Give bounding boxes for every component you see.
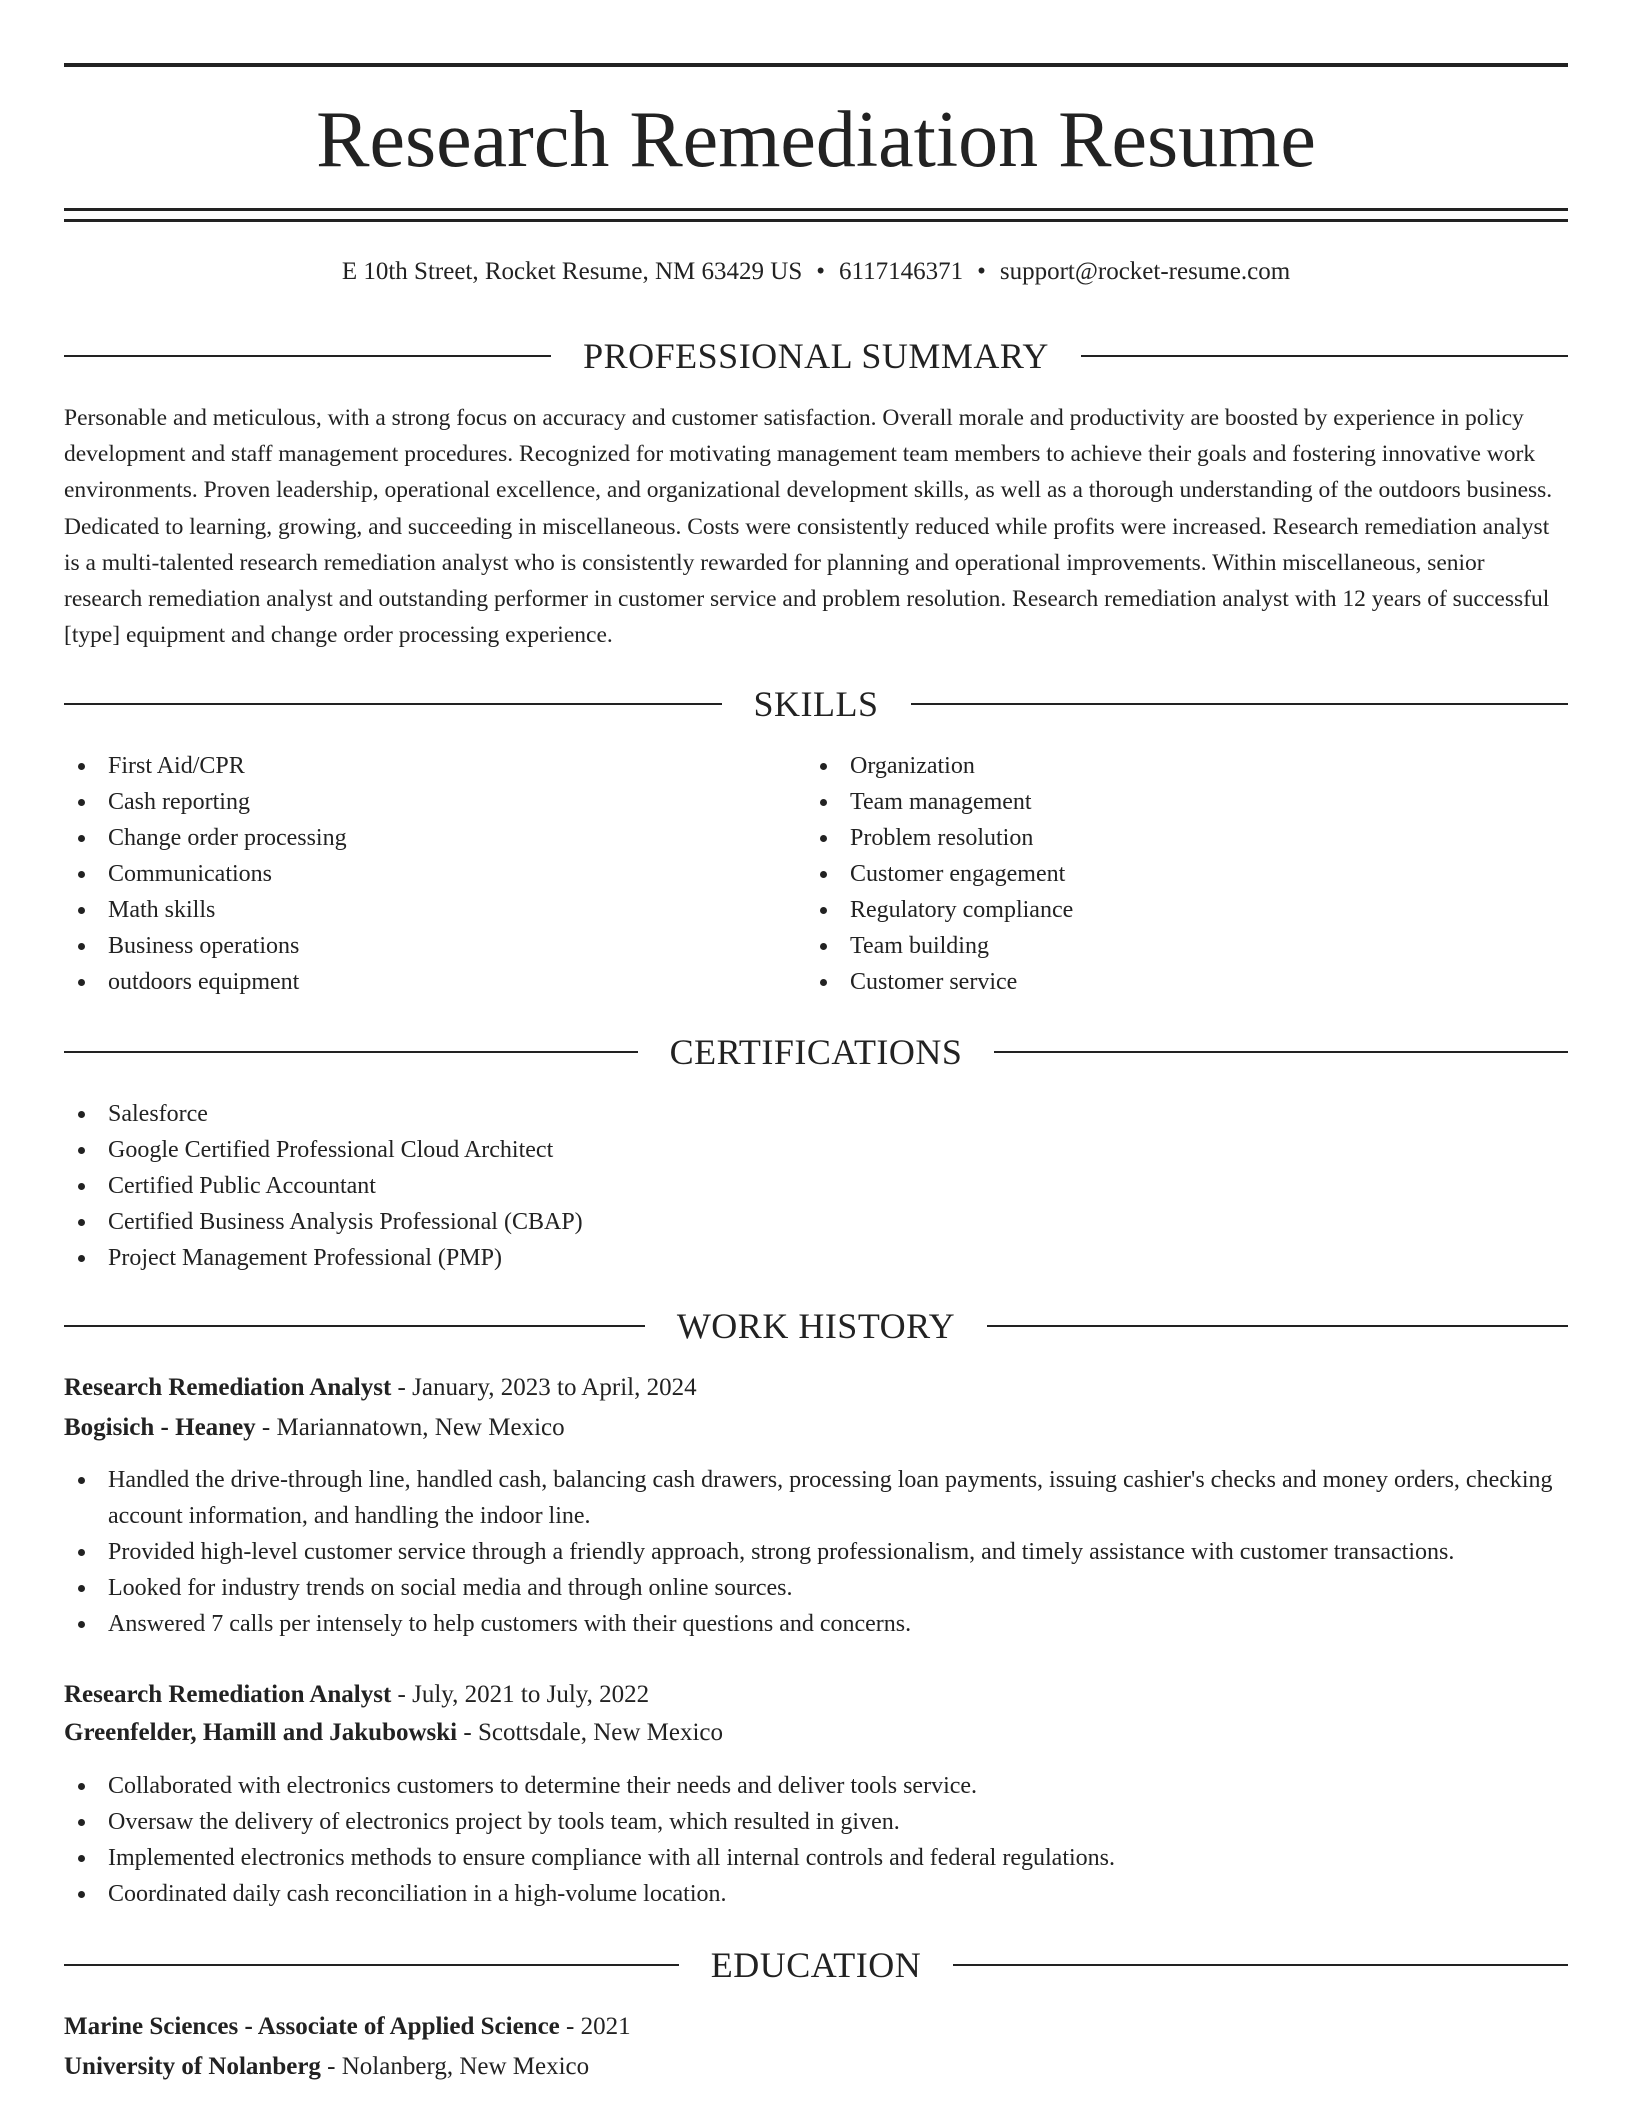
skill-item: outdoors equipment (64, 964, 764, 1000)
header-double-rule (64, 208, 1568, 222)
certification-item: Google Certified Professional Cloud Architect (64, 1132, 1568, 1168)
job-dates: - January, 2023 to April, 2024 (391, 1374, 697, 1401)
section-title-work: WORK HISTORY (676, 1306, 956, 1346)
contact-line (64, 254, 1568, 290)
heading-rule (64, 1964, 679, 1966)
skill-item: Change order processing (64, 820, 764, 856)
heading-rule (994, 1051, 1568, 1053)
skill-item: Customer engagement (806, 856, 1506, 892)
job-company: Bogisich - Heaney (64, 1414, 256, 1441)
job-bullet: Collaborated with electronics customers to determine their needs and deliver tools service. (64, 1768, 1568, 1804)
heading-rule (64, 1051, 638, 1053)
section-title-education: EDUCATION (710, 1945, 922, 1985)
job-bullet: Coordinated daily cash reconciliation in a high-volume location. (64, 1876, 1568, 1912)
job-location: - Mariannatown, New Mexico (255, 1414, 565, 1441)
section-heading-skills (64, 682, 1568, 726)
section-title-summary: PROFESSIONAL SUMMARY (583, 336, 1049, 376)
job-company-line (64, 1715, 1568, 1751)
skill-item: Business operations (64, 928, 764, 964)
heading-rule (64, 1325, 645, 1327)
heading-rule (64, 355, 551, 357)
job-bullet: Handled the drive-through line, handled cash, balancing cash drawers, processing loan payments, issuing cashier's checks and money orders, checking account information, and handling the indoor line. (64, 1462, 1568, 1534)
section-heading-work (64, 1304, 1568, 1348)
skill-item: Cash reporting (64, 784, 764, 820)
skills-list-right (806, 748, 1506, 1000)
skills-list-left (64, 748, 764, 1000)
section-title-certifications: CERTIFICATIONS (669, 1032, 963, 1072)
skill-item: Communications (64, 856, 764, 892)
section-heading-certifications (64, 1030, 1568, 1074)
heading-rule (987, 1325, 1568, 1327)
heading-rule (953, 1964, 1568, 1966)
header-top-rule (64, 63, 1568, 67)
education-school: University of Nolanberg (64, 2053, 321, 2080)
job-bullet: Looked for industry trends on social media and through online sources. (64, 1570, 1568, 1606)
skill-item: Regulatory compliance (806, 892, 1506, 928)
job-title-line (64, 1370, 1568, 1406)
education-degree-line (64, 2009, 1568, 2045)
contact-separator: • (977, 258, 986, 285)
job-dates: - July, 2021 to July, 2022 (391, 1681, 650, 1708)
certification-item: Project Management Professional (PMP) (64, 1240, 1568, 1276)
skill-item: Organization (806, 748, 1506, 784)
contact-email[interactable]: support@rocket-resume.com (999, 258, 1291, 285)
contact-separator: • (816, 258, 825, 285)
education-location: - Nolanberg, New Mexico (320, 2053, 590, 2080)
certification-item: Certified Public Accountant (64, 1168, 1568, 1204)
heading-rule (911, 703, 1569, 705)
certifications-list (64, 1096, 1568, 1276)
job-title-line (64, 1677, 1568, 1713)
job-bullet: Answered 7 calls per intensely to help customers with their questions and concerns. (64, 1606, 1568, 1642)
section-heading-summary (64, 334, 1568, 378)
contact-phone[interactable]: 6117146371 (839, 258, 964, 285)
job-bullet: Implemented electronics methods to ensure compliance with all internal controls and federal regulations. (64, 1840, 1568, 1876)
job-company: Greenfelder, Hamill and Jakubowski (64, 1719, 458, 1746)
job-bullet: Provided high-level customer service through a friendly approach, strong professionalism, and timely assistance with customer transactions. (64, 1534, 1568, 1570)
job-bullets (64, 1462, 1568, 1642)
section-heading-education (64, 1943, 1568, 1987)
certification-item: Certified Business Analysis Professional (CBAP) (64, 1204, 1568, 1240)
job-bullet: Oversaw the delivery of electronics project by tools team, which resulted in given. (64, 1804, 1568, 1840)
job-bullets (64, 1768, 1568, 1912)
job-title: Research Remediation Analyst (64, 1681, 392, 1708)
skill-item: First Aid/CPR (64, 748, 764, 784)
job-company-line (64, 1410, 1568, 1446)
resume-title: Research Remediation Resume (316, 96, 1316, 184)
education-school-line (64, 2049, 1568, 2085)
skill-item: Team building (806, 928, 1506, 964)
education-year: - 2021 (559, 2013, 631, 2040)
job-title: Research Remediation Analyst (64, 1374, 392, 1401)
heading-rule (64, 703, 722, 705)
education-degree: Marine Sciences - Associate of Applied Science (64, 2013, 560, 2040)
job-location: - Scottsdale, New Mexico (457, 1719, 724, 1746)
summary-paragraph: Personable and meticulous, with a strong focus on accuracy and customer satisfaction. Overall morale and productivity are boosted by experience in policy development and staff management procedures. Recognized for motivating management team members to achieve their goals and fostering innovative work environments. Proven leadership, operational excellence, and organizational development skills, as well as a thorough understanding of the outdoors business. Dedicated to learning, growing, and succeeding in miscellaneous. Costs were consistently reduced while profits were increased. Research remediation analyst is a multi-talented research remediation analyst who is consistently rewarded for planning and operational improvements. Within miscellaneous, senior research remediation analyst and outstanding performer in customer service and problem resolution. Research remediation analyst with 12 years of successful [type] equipment and change order processing experience. (64, 405, 1553, 649)
skill-item: Math skills (64, 892, 764, 928)
skill-item: Customer service (806, 964, 1506, 1000)
certification-item: Salesforce (64, 1096, 1568, 1132)
section-title-skills: SKILLS (753, 684, 879, 724)
skill-item: Problem resolution (806, 820, 1506, 856)
heading-rule (1081, 355, 1568, 357)
skill-item: Team management (806, 784, 1506, 820)
contact-address: E 10th Street, Rocket Resume, NM 63429 US (341, 258, 803, 285)
